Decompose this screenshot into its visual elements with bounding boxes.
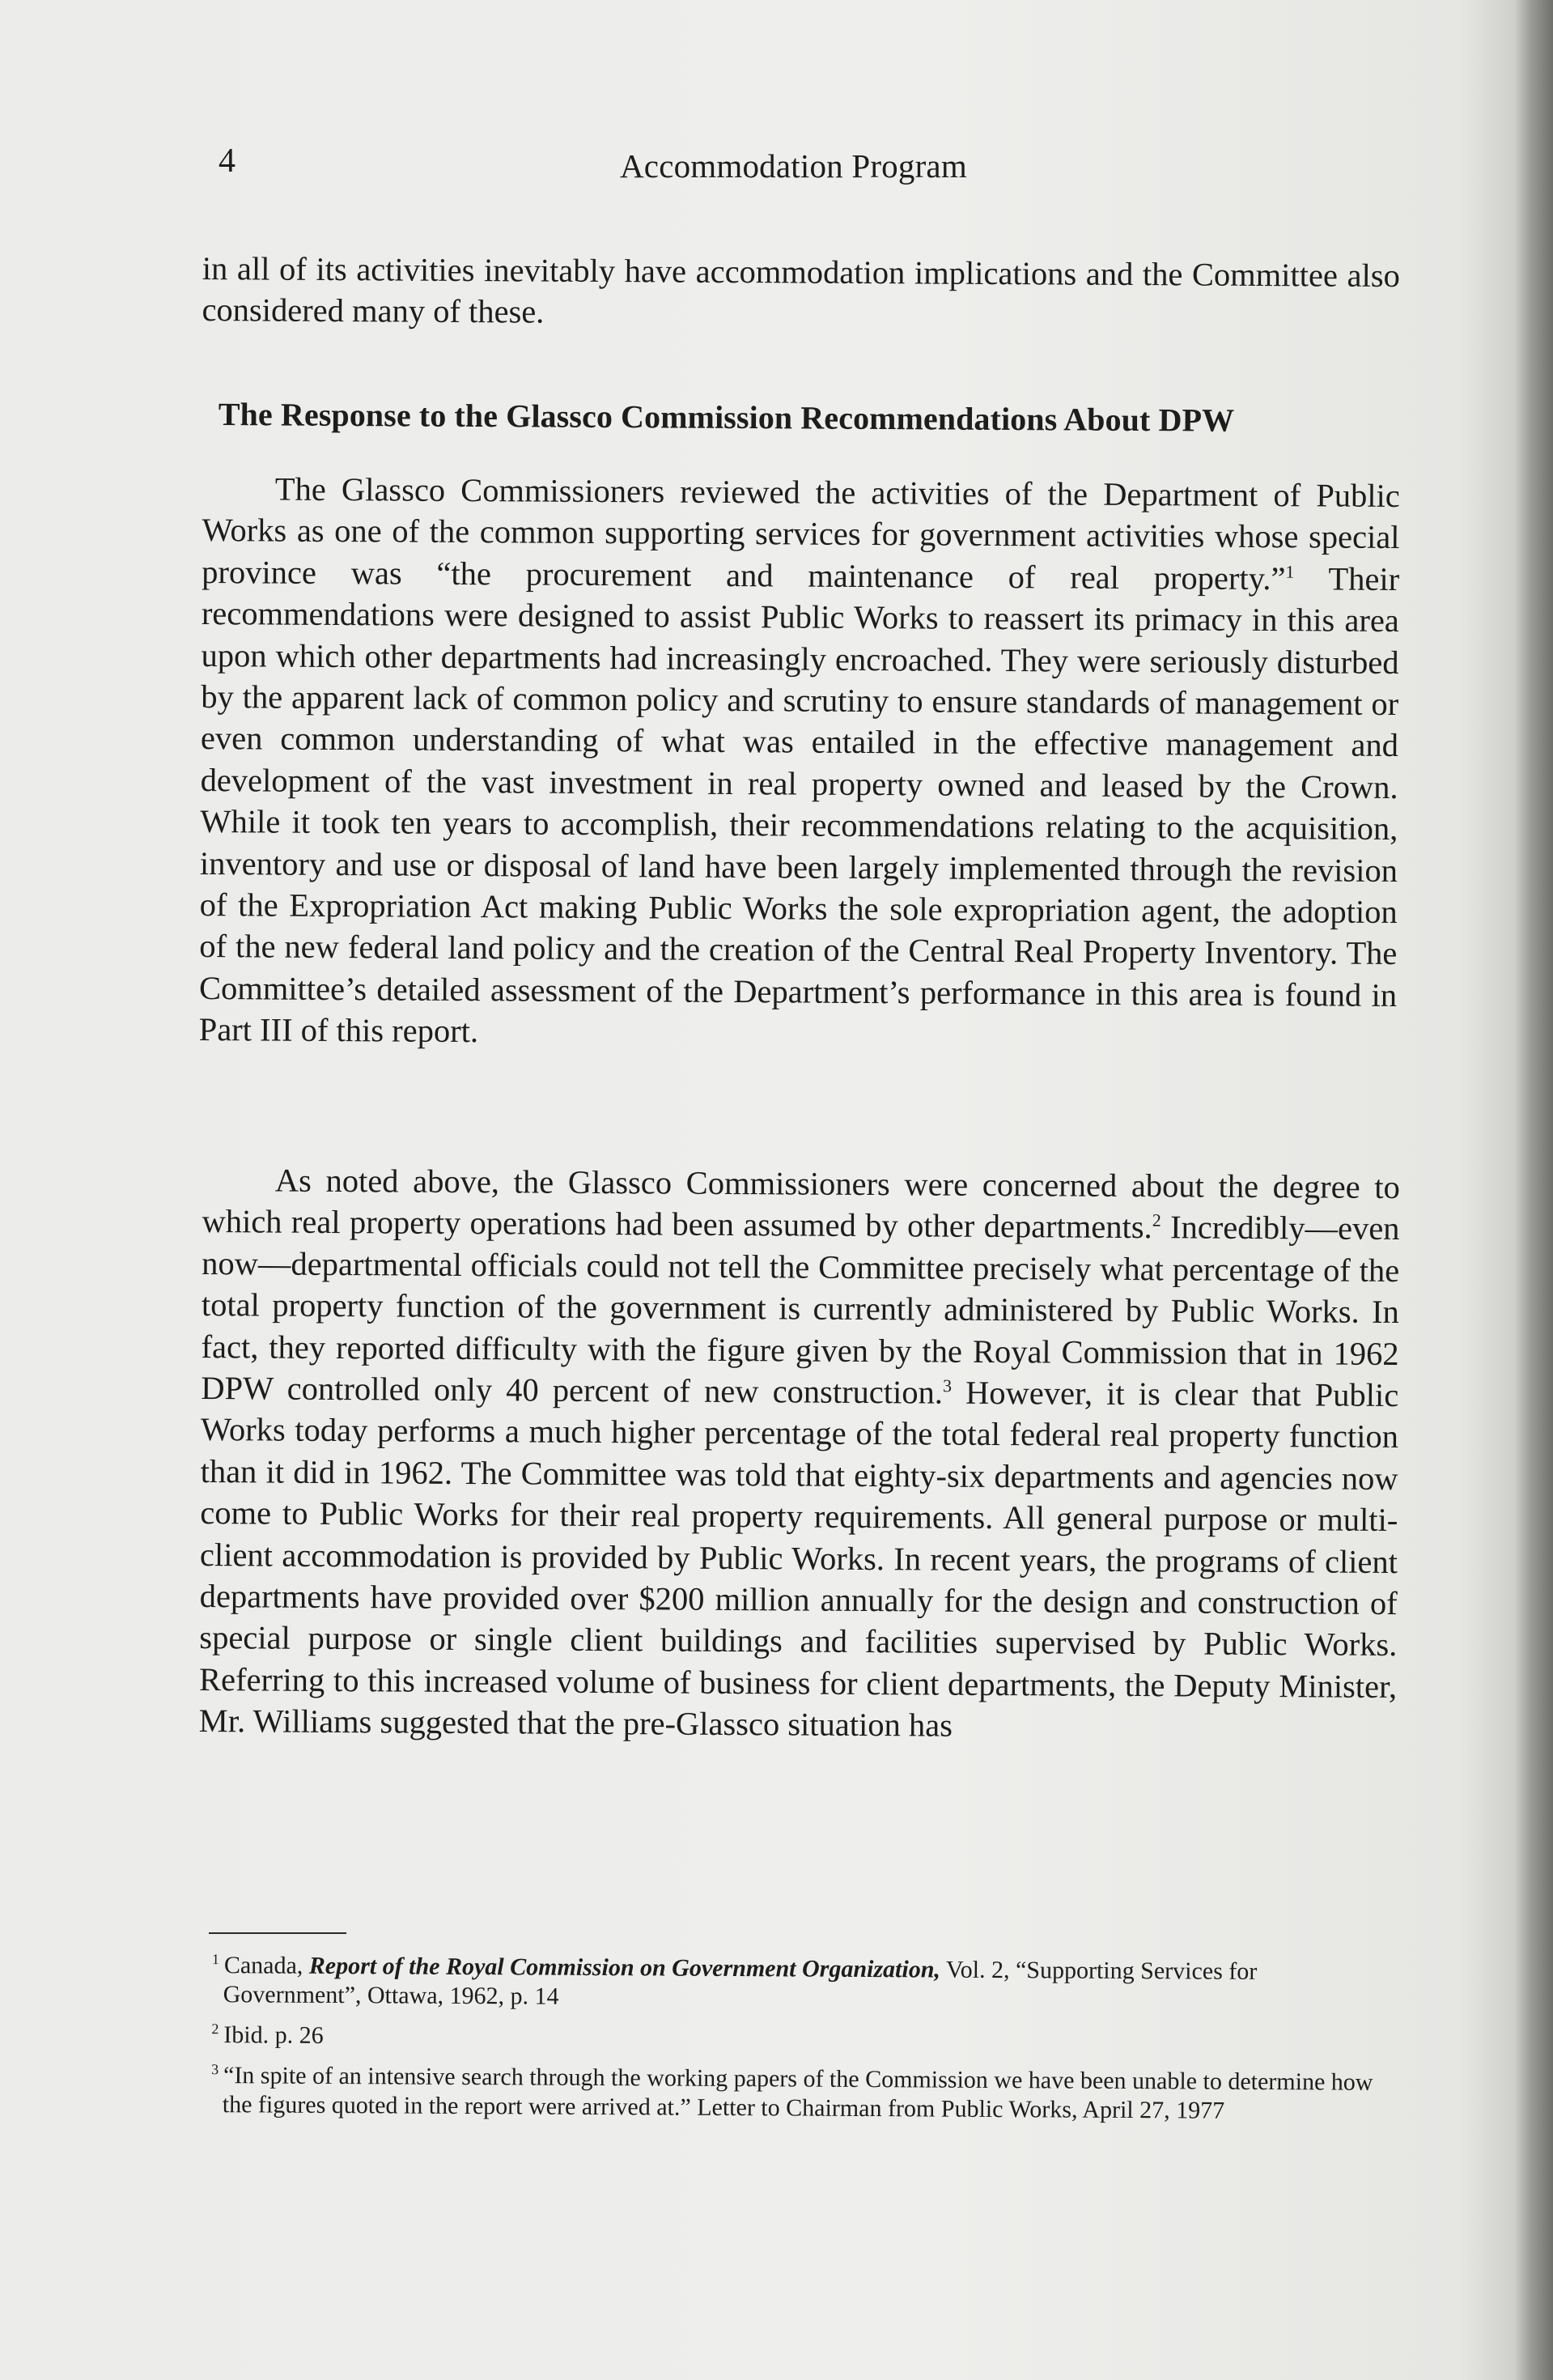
footnote-1-pre: Canada, xyxy=(223,1952,309,1979)
paragraph-2-text xyxy=(199,1159,1400,1749)
footnote-ref-3: 3 xyxy=(942,1375,953,1396)
footnote-3 xyxy=(202,2061,1375,2127)
page-header xyxy=(0,142,1553,190)
paragraph-1-part-1: The Glassco Commissioners reviewed the activities of the Department of Public Works as one of the common supporting services for government activities whose special province was “the procurement and maintenance of real property.” xyxy=(202,470,1400,597)
section-heading: The Response to the Glassco Commission Recommendations About DPW xyxy=(218,395,1235,439)
footnote-2-number: 2 xyxy=(211,2021,219,2038)
footnote-1-number: 1 xyxy=(211,1951,219,1968)
paragraph-2-part-2: Incredibly—even now—departmental officials could not tell the Committee precisely what percentage of the total property function of the government is currently administered by Public Works. In fact, they reported difficulty with the figure given by the Royal Commission that in 1962 DPW controlled only 40 percent of new construction. xyxy=(201,1209,1400,1411)
continuation-text: in all of its activities inevitably have accommodation implications and the Committee also considered many of these. xyxy=(202,249,1400,330)
footnote-2-text: Ibid. p. 26 xyxy=(223,2021,324,2049)
footnote-ref-2: 2 xyxy=(1152,1210,1161,1231)
page-number: 4 xyxy=(219,142,235,180)
footnote-3-number: 3 xyxy=(211,2061,219,2078)
footnote-1-post: Vol. 2, “Supporting Services for Government”, Ottawa, 1962, p. 14 xyxy=(223,1956,1258,2010)
footnote-3-text: “In spite of an intensive search through the working papers of the Commission we have been unable to determine how the figures quoted in the report were arrived at.” Letter to Chairman from Public Works, April 27, 1977 xyxy=(222,2062,1373,2124)
paragraph-1 xyxy=(199,468,1400,1058)
continuation-paragraph xyxy=(202,248,1400,338)
paragraph-1-part-2: Their recommendations were designed to assist Public Works to reassert its primacy in this area upon which other departments had increasingly encroached. They were seriously disturbed by the apparent lack of common policy and scrutiny to ensure standards of management or even common understanding of what was entailed in the effective management and development of the vast investment in real property owned and leased by the Crown. While it took ten years to accomplish, their recommendations relating to the acquisition, inventory and use or disposal of land have been largely implemented through the revision of the Expropriation Act making Public Works the sole expropriation agent, the adoption of the new federal land policy and the creation of the Central Real Property Inventory. The Committee’s detailed assessment of the Department’s performance in this area is found in Part III of this report. xyxy=(198,560,1400,1050)
paragraph-1-text xyxy=(199,468,1400,1058)
footnote-ref-1: 1 xyxy=(1285,561,1295,582)
footnote-1 xyxy=(202,1951,1376,2017)
paragraph-2 xyxy=(199,1159,1400,1749)
footnote-2 xyxy=(202,2021,1375,2057)
paragraph-2-part-1: As noted above, the Glassco Commissioners were concerned about the degree to which real property operations had been assumed by other departments. xyxy=(202,1162,1400,1246)
footnote-divider xyxy=(209,1932,346,1934)
footnotes xyxy=(202,1951,1376,2138)
footnote-1-title: Report of the Royal Commission on Government Organization, xyxy=(308,1952,941,1983)
running-title: Accommodation Program xyxy=(620,147,967,185)
paragraph-2-part-3: However, it is clear that Public Works today performs a much higher percentage of the total federal real property function than it did in 1962. The Committee was told that eighty-six departments and agencies now come to Public Works for their real property requirements. All general purpose or multi-client accommodation is provided by Public Works. In recent years, the programs of client departments have provided over $200 million annually for the design and construction of special purpose or single client buildings and facilities supervised by Public Works. Referring to this increased volume of business for client departments, the Deputy Minister, Mr. Williams suggested that the pre-Glassco situation has xyxy=(198,1374,1399,1744)
